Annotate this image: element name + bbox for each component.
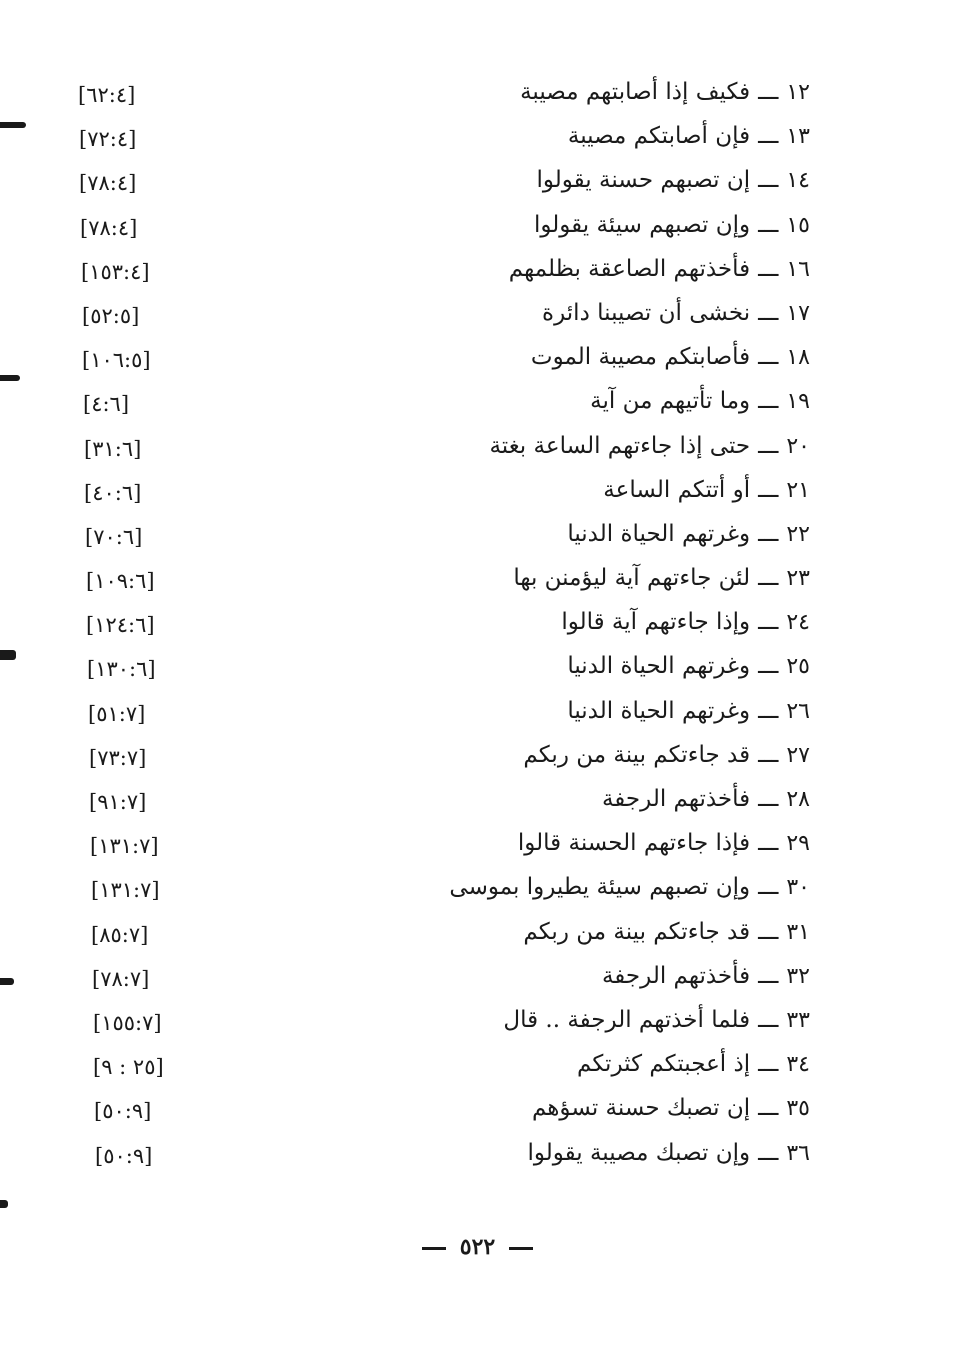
entry-reference: [١٥٣:٤] <box>81 259 150 284</box>
entry-reference: [٥٠:٩] <box>94 1099 152 1124</box>
list-item <box>0 1003 955 1047</box>
list-item <box>0 649 955 693</box>
entry-phrase: وغرتهم الحياة الدنيا <box>567 697 751 724</box>
entry-separator: ـــ <box>758 786 779 812</box>
list-item <box>0 1091 955 1135</box>
list-item <box>0 296 955 340</box>
list-item <box>0 694 955 738</box>
entry-reference: [٧٨:٤] <box>79 171 137 196</box>
entry-text <box>503 1007 810 1033</box>
entry-separator: ـــ <box>758 918 779 945</box>
entry-reference: [٦٢:٤] <box>78 83 136 107</box>
entry-reference: [١٠٦:٥] <box>82 348 151 373</box>
entry-list <box>0 75 955 1180</box>
entry-separator: ـــ <box>758 962 779 989</box>
entry-separator: ـــ <box>758 653 779 680</box>
entry-number: ١٥ <box>786 212 810 238</box>
entry-reference: [٢٥ : ٩] <box>93 1055 164 1080</box>
entry-number: ٢٧ <box>786 742 810 768</box>
entry-phrase: أو أتتكم الساعة <box>603 476 751 503</box>
entry-separator: ـــ <box>758 741 779 768</box>
entry-text <box>567 521 810 547</box>
entry-text <box>590 388 810 414</box>
entry-reference: [٧٢:٤] <box>79 127 137 152</box>
entry-text <box>603 477 810 503</box>
entry-phrase: نخشى أن تصيبنا دائرة <box>542 299 751 326</box>
entry-reference: [٥٢:٥] <box>82 303 140 328</box>
entry-reference: [٩١:٧] <box>89 790 147 814</box>
entry-separator: ـــ <box>758 697 779 724</box>
entry-number: ٢٢ <box>786 521 810 547</box>
list-item <box>0 870 955 914</box>
entry-reference: [١٢٤:٦] <box>86 613 155 638</box>
entry-separator: ـــ <box>758 476 779 503</box>
entry-reference: [١٥٥:٧] <box>93 1010 162 1035</box>
entry-separator: ـــ <box>758 1139 779 1166</box>
entry-number: ١٩ <box>786 389 810 415</box>
list-item <box>0 826 955 870</box>
entry-text <box>509 256 810 282</box>
entry-text <box>534 212 810 238</box>
entry-separator: ـــ <box>758 874 779 901</box>
entry-number: ٢٨ <box>786 787 810 812</box>
entry-separator: ـــ <box>758 1051 779 1078</box>
entry-number: ١٧ <box>786 300 810 326</box>
entry-phrase: حتى إذا جاءتهم الساعة بغتة <box>489 432 751 459</box>
entry-number: ٣٠ <box>786 875 810 901</box>
entry-number: ٢٠ <box>786 433 810 459</box>
entry-phrase: وما تأتيهم من آية <box>590 388 751 415</box>
list-item <box>0 738 955 782</box>
entry-number: ٢١ <box>786 477 810 503</box>
entry-text <box>513 565 810 591</box>
list-item <box>0 605 955 649</box>
entry-phrase: قد جاءتكم بينة من ربكم <box>523 918 751 945</box>
entry-text <box>489 433 810 459</box>
list-item <box>0 119 955 163</box>
entry-phrase: إن تصبهم حسنة يقولوا <box>536 167 751 194</box>
entry-phrase: فأخذتهم الرجفة <box>601 962 751 989</box>
entry-number: ١٦ <box>786 256 810 282</box>
footer-dash <box>509 1247 533 1250</box>
entry-phrase: فإن أصابتكم مصيبة <box>567 123 751 150</box>
entry-separator: ـــ <box>758 388 779 415</box>
entry-phrase: إذ أعجبتكم كثرتكم <box>577 1051 751 1078</box>
entry-phrase: فأصابتكم مصيبة الموت <box>530 344 751 371</box>
entry-phrase: وإن تصبهم سيئة يطيروا بموسى <box>449 874 751 901</box>
entry-text <box>537 167 810 193</box>
entry-number: ٢٥ <box>786 654 810 680</box>
entry-reference: [٧٨:٧] <box>92 966 150 991</box>
list-item <box>0 1047 955 1091</box>
entry-phrase: إن تصبك حسنة تسؤهم <box>532 1095 751 1122</box>
entry-number: ١٣ <box>786 124 810 150</box>
entry-text <box>567 698 810 724</box>
list-item <box>0 340 955 384</box>
entry-phrase: لئن جاءتهم آية ليؤمنن بها <box>513 565 751 592</box>
entry-separator: ـــ <box>758 123 779 150</box>
page-number: ٥٢٢ <box>459 1234 496 1260</box>
list-item <box>0 208 955 252</box>
entry-separator: ـــ <box>758 1006 779 1033</box>
entry-reference: [٥٠:٩] <box>95 1143 153 1168</box>
entry-phrase: فكيف إذا أصابتهم مصيبة <box>520 79 751 105</box>
entry-number: ٣١ <box>786 919 810 945</box>
entry-number: ٢٤ <box>786 610 810 636</box>
list-item <box>0 163 955 207</box>
entry-number: ٢٣ <box>786 566 810 592</box>
entry-separator: ـــ <box>758 211 779 238</box>
list-item <box>0 959 955 1003</box>
entry-reference: [٧٣:٧] <box>89 745 147 770</box>
entry-reference: [١٣١:٧] <box>90 834 159 859</box>
entry-separator: ـــ <box>758 609 779 636</box>
entry-phrase: فلما أخذتهم الرجفة .. قال <box>503 1006 751 1033</box>
entry-phrase: وغرتهم الحياة الدنيا <box>567 520 751 547</box>
entry-text <box>602 786 810 812</box>
entry-separator: ـــ <box>758 167 779 194</box>
entry-number: ٣٢ <box>786 963 810 989</box>
entry-number: ٣٤ <box>786 1052 810 1078</box>
entry-text <box>532 1095 810 1121</box>
entry-text <box>577 1051 810 1077</box>
entry-phrase: فإذا جاءتهم الحسنة قالوا <box>517 830 751 857</box>
entry-phrase: وإن تصبهم سيئة يقولوا <box>533 211 751 238</box>
entry-reference: [١٣١:٧] <box>91 878 160 903</box>
entry-text <box>568 123 810 149</box>
entry-text <box>520 79 810 105</box>
entry-separator: ـــ <box>758 255 779 282</box>
entry-reference: [٨٥:٧] <box>91 922 149 947</box>
entry-reference: [١٠٩:٦] <box>86 569 155 594</box>
entry-phrase: فأخذتهم الرجفة <box>601 786 751 812</box>
list-item <box>0 915 955 959</box>
list-item <box>0 252 955 296</box>
entry-number: ١٨ <box>786 345 810 371</box>
entry-reference: [٥١:٧] <box>88 701 146 726</box>
entry-separator: ـــ <box>758 432 779 459</box>
entry-phrase: وغرتهم الحياة الدنيا <box>567 653 751 680</box>
entry-separator: ـــ <box>758 299 779 326</box>
entry-text <box>542 300 810 326</box>
entry-reference: [٤٠:٦] <box>84 480 142 505</box>
entry-reference: [٧٨:٤] <box>80 215 138 240</box>
entry-text <box>531 344 810 370</box>
entry-reference: [١٣٠:٦] <box>87 657 156 682</box>
list-item <box>0 561 955 605</box>
entry-separator: ـــ <box>758 830 779 857</box>
entry-text <box>449 874 810 900</box>
entry-phrase: فأخذتهم الصاعقة بظلمهم <box>508 255 751 282</box>
entry-phrase: وإذا جاءتهم آية قالوا <box>561 609 751 636</box>
entry-text <box>523 742 810 768</box>
entry-separator: ـــ <box>758 79 779 105</box>
entry-number: ٣٦ <box>786 1140 810 1166</box>
entry-number: ٣٥ <box>786 1096 810 1122</box>
entry-text <box>523 919 810 945</box>
entry-text <box>567 653 810 679</box>
entry-number: ١٤ <box>786 168 810 194</box>
entry-text <box>527 1140 810 1166</box>
list-item <box>0 517 955 561</box>
footer-dash <box>422 1247 446 1250</box>
entry-number: ٢٦ <box>786 698 810 724</box>
list-item <box>0 384 955 428</box>
entry-text <box>561 609 810 635</box>
entry-phrase: وإن تصبك مصيبة يقولوا <box>527 1139 751 1166</box>
entry-number: ٣٣ <box>786 1007 810 1033</box>
entry-separator: ـــ <box>758 520 779 547</box>
entry-separator: ـــ <box>758 1095 779 1122</box>
entry-separator: ـــ <box>758 344 779 371</box>
scan-edge-mark <box>0 1200 8 1208</box>
list-item <box>0 1136 955 1180</box>
entry-number: ١٢ <box>786 80 810 105</box>
list-item <box>0 75 955 119</box>
list-item <box>0 782 955 826</box>
entry-separator: ـــ <box>758 565 779 592</box>
list-item <box>0 473 955 517</box>
entry-text <box>518 830 810 856</box>
page-footer <box>0 1234 955 1260</box>
entry-text <box>602 963 810 989</box>
entry-reference: [٣١:٦] <box>84 436 142 461</box>
entry-reference: [٧٠:٦] <box>85 524 143 549</box>
list-item <box>0 429 955 473</box>
entry-reference: [٤:٦] <box>83 392 130 417</box>
entry-phrase: قد جاءتكم بينة من ربكم <box>523 741 751 768</box>
entry-number: ٢٩ <box>786 831 810 857</box>
